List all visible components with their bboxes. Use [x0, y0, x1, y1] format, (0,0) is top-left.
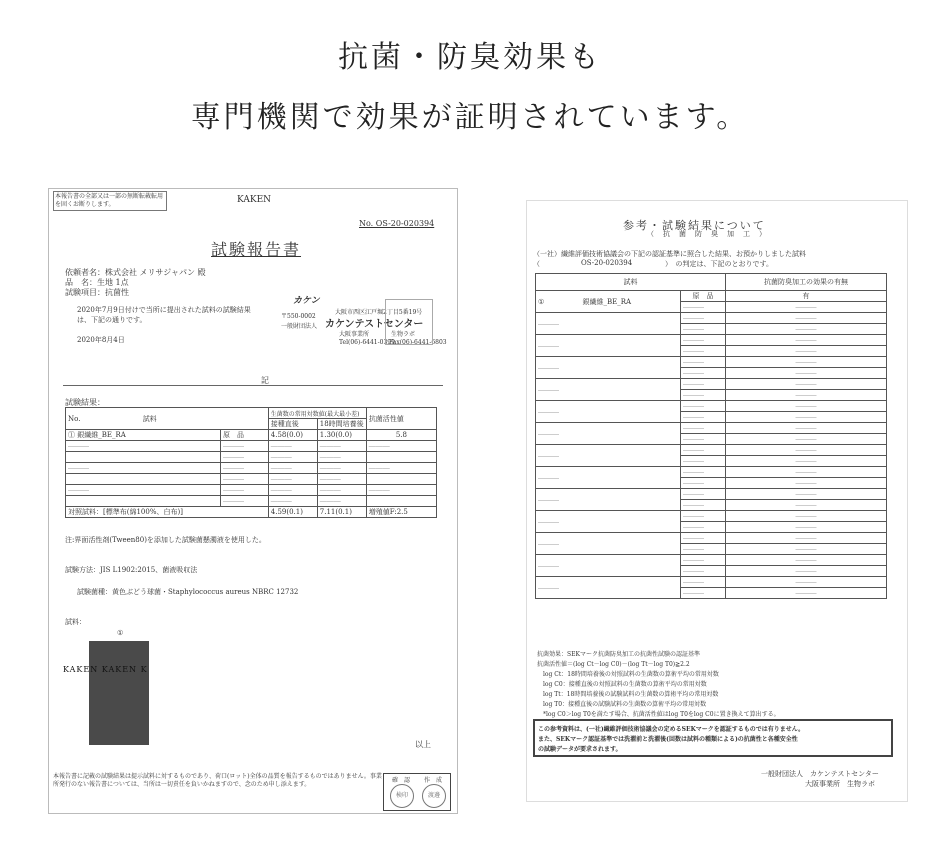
report-number: No. OS-20-020394: [359, 219, 435, 228]
table-row: ――― ―――: [536, 588, 887, 599]
criteria-tt: log Tt：18時間培養後の試験試料の生菌数の算術平均の常用対数: [543, 691, 719, 698]
criteria-c0: log C0：接種直後の対照試料の生菌数の算術平均の常用対数: [543, 681, 707, 688]
table-row: ――― ――― ――― ――― ―――: [66, 485, 437, 496]
ref-col-sample: 試料: [536, 274, 726, 291]
table-row: ――― ―――: [536, 324, 887, 335]
row1-sample: ① 銀繊維_BE_RA: [66, 430, 221, 441]
test-bacteria: 試験菌種：黄色ぶどう球菌・Staphylococcus aureus NBRC 12732: [77, 588, 299, 596]
confirm-label: 確 認: [392, 777, 411, 784]
table-row: ――― ――― ―――: [536, 357, 887, 368]
org-kind: 一般財団法人: [281, 323, 318, 330]
signature-lab: 大阪事業所 生物ラボ: [805, 780, 875, 788]
disclaimer-line2: また、SEKマーク認証基準では洗濯前と洗濯後(回数は試料の種類による)の抗菌性と各種安全性: [538, 736, 798, 743]
table-row: ――― ―――: [536, 478, 887, 489]
table-row: ――― ――― ―――: [536, 577, 887, 588]
ref-row1-sample: 銀繊維_BE_RA: [582, 297, 632, 306]
table-row: ――― ―――: [536, 456, 887, 467]
ref-row1-type: 原 品: [681, 291, 726, 302]
table-row: ――― ――― ―――: [536, 379, 887, 390]
header-brand: KAKEN: [237, 195, 272, 205]
item-name: 品 名：生地 1点: [65, 278, 129, 287]
col-immediate: 接種直後: [268, 419, 317, 430]
col-sample: 試料: [142, 414, 157, 423]
ref-table: 試料 抗菌防臭加工の効果の有無 ① 銀繊維_BE_RA 原 品 有 ――― ――― ――― ――― ――― ――― ――― ――― ――― ――― ――― ――― ――― ――― ――― ――― ――― ――― ――― ――― ――― ――― ――― ――― ――― ――― ――― ――― ――― ――― ――― ――― ――― ――― ――― ――― ――― ――― ――― ――― ――― ――― ――― ――― ――― ――― ――― ――― ――― ――― ――― ――― ――― ――― ――― ――― ――― ――― ――― ――― ――― ――― ――― ――― ――― ――― ―――: [535, 273, 887, 599]
sample-mark: ①: [117, 629, 124, 637]
org-address: 大阪市西区江戸堀2丁目5番19号: [335, 309, 423, 316]
ref-row1-no: ①: [538, 297, 545, 306]
control-label: 対照試料：[標準布(綿100%、白布)]: [66, 507, 269, 518]
row1-type: 原 品: [221, 430, 269, 441]
ref-intro-open: （: [533, 260, 540, 268]
signature-org: 一般財団法人 カケンテストセンター: [761, 770, 879, 778]
table-row: ――― ―――: [536, 522, 887, 533]
results-table: [65, 407, 437, 518]
table-row: ――― ――― ―――: [536, 445, 887, 456]
ref-intro1: （一社）繊維評価技術協議会の下記の認証基準に照合した結果、お預かりしました試料: [533, 250, 806, 258]
client: 依頼者名：株式会社 メリサジャパン 殿: [65, 268, 206, 277]
test-method: 試験方法：JIS L1902:2015、菌液吸収法: [65, 566, 198, 574]
org-tel: Tel(06)-6441-0399: [339, 339, 395, 346]
disclaimer-box: [533, 719, 893, 757]
report-date: 2020年8月4日: [77, 336, 125, 344]
table-row: ――― ――― ―――: [66, 474, 437, 485]
org-fax: Fax(06)-6441-6803: [389, 339, 447, 346]
reference-document: [526, 200, 908, 802]
row1-18h: 1.30(0.0): [317, 430, 366, 441]
headline-line2: 専門機関で効果が証明されています。: [190, 100, 750, 135]
org-logo: カケン: [293, 296, 320, 306]
criteria-t0: log T0：接種直後の試験試料の生菌数の算術平均の常用対数: [543, 701, 707, 708]
table-row: ――― ―――: [536, 434, 887, 445]
criteria-star: *log C0＞log T0を満たす場合、抗菌活性値はlog T0をlog C0に置き換えて算出する。: [543, 711, 780, 718]
row1-immediate: 4.58(0.0): [268, 430, 317, 441]
row1-activity: 5.8: [366, 430, 436, 441]
col-18h: 18時間培養後: [317, 419, 366, 430]
footer-note: 本報告書に記載の試験結果は提示試料に対するものであり、荷口(ロット)全体の品質を報告するものではありません。事業所発行のない報告書については、当所は一切責任を負いかねますので、念のため申し添えます。: [53, 773, 382, 788]
end-mark: 以上: [415, 740, 431, 749]
col-no: No.: [68, 414, 81, 423]
table-row: ――― ―――: [536, 412, 887, 423]
headline-line1: 抗菌・防臭効果も: [338, 40, 602, 75]
ref-intro-no: OS-20-020394: [581, 259, 633, 267]
col-count-head: 生菌数の常用対数値(最大最小差): [268, 408, 366, 419]
table-row: ――― ―――: [536, 544, 887, 555]
control-growth: 増殖値F:2.5: [366, 507, 436, 518]
table-row: ――― ――― ―――: [66, 452, 437, 463]
disclaimer-line3: の試験データが要求されます。: [538, 746, 622, 753]
approval-box: [383, 773, 451, 811]
stamp-author: 渡邊: [422, 784, 446, 808]
stamp-confirm: 検印: [390, 784, 414, 808]
fabric-sample-image: [89, 641, 149, 745]
ref-title: 参考・試験結果について: [623, 219, 766, 232]
org-lab: 生物ラボ: [391, 331, 416, 338]
author-label: 作 成: [424, 777, 443, 784]
table-row: ――― ―――: [536, 346, 887, 357]
table-row: ――― ――― ―――: [536, 533, 887, 544]
criteria-formula: 抗菌活性値＝(log Ct－log C0)－(log Tt－log T0)≧2.2: [537, 661, 690, 668]
notice-top: 本報告書の全部又は一部の無断転載転用を固くお断りします。: [53, 191, 167, 211]
table-row: ――― ――― ――― ――― ―――: [66, 463, 437, 474]
ref-row1-result: 有: [726, 291, 887, 302]
disclaimer-line1: この参考資料は、(一社)繊維評価技術協議会の定めるSEKマークを認証するものでは有りません。: [538, 726, 805, 733]
org-seal: [385, 299, 433, 345]
table-row: ――― ――― ―――: [536, 467, 887, 478]
table-row: ――― ―――: [536, 566, 887, 577]
test-report-document: [48, 188, 458, 814]
org-postal: 〒550-0002: [281, 313, 316, 320]
report-title: 試験報告書: [211, 240, 302, 259]
criteria-title: 抗菌効果：SEKマーク抗菌防臭加工の抗菌性試験の認証基準: [537, 651, 700, 658]
org-name: カケンテストセンター: [325, 319, 424, 330]
table-row: ――― ――― ―――: [536, 401, 887, 412]
table-row: ――― ――― ―――: [536, 511, 887, 522]
sample-label: 試料：: [65, 618, 86, 626]
org-branch: 大阪事業所: [339, 331, 370, 338]
table-row: ――― ――― ―――: [536, 335, 887, 346]
table-row: ――― ――― ――― ――― ―――: [66, 441, 437, 452]
ref-col-result: 抗菌防臭加工の効果の有無: [726, 274, 887, 291]
col-activity: 抗菌活性値: [366, 408, 436, 430]
table-row: ――― ―――: [536, 390, 887, 401]
control-immediate: 4.59(0.1): [268, 507, 317, 518]
table-row: ――― ――― ―――: [66, 496, 437, 507]
table-row: ――― ――― ―――: [536, 423, 887, 434]
table-row: ――― ―――: [536, 368, 887, 379]
test-item: 試験項目：抗菌性: [65, 288, 129, 297]
table-row: ――― ――― ―――: [536, 313, 887, 324]
table-note: 注:界面活性剤(Tween80)を添加した試験菌懸濁液を使用した。: [65, 536, 266, 544]
fabric-text: KAKEN KAKEN K: [63, 665, 148, 674]
ref-subtitle: （ 抗 菌 防 臭 加 工 ）: [647, 230, 767, 238]
criteria-ct: log Ct：18時間培養後の対照試料の生菌数の算術平均の常用対数: [543, 671, 719, 678]
ki-label: 記: [261, 376, 269, 385]
ref-intro2: ） の判定は、下記のとおりです。: [665, 260, 773, 268]
control-18h: 7.11(0.1): [317, 507, 366, 518]
table-row: ――― ――― ―――: [536, 489, 887, 500]
table-row: ――― ―――: [536, 500, 887, 511]
divider: [63, 385, 443, 386]
intro-text: 2020年7月9日付けで当所に提出された試料の試験結果は、下記の通りです。: [77, 306, 251, 324]
results-label: 試験結果：: [65, 398, 105, 407]
table-row: ――― ――― ―――: [536, 555, 887, 566]
